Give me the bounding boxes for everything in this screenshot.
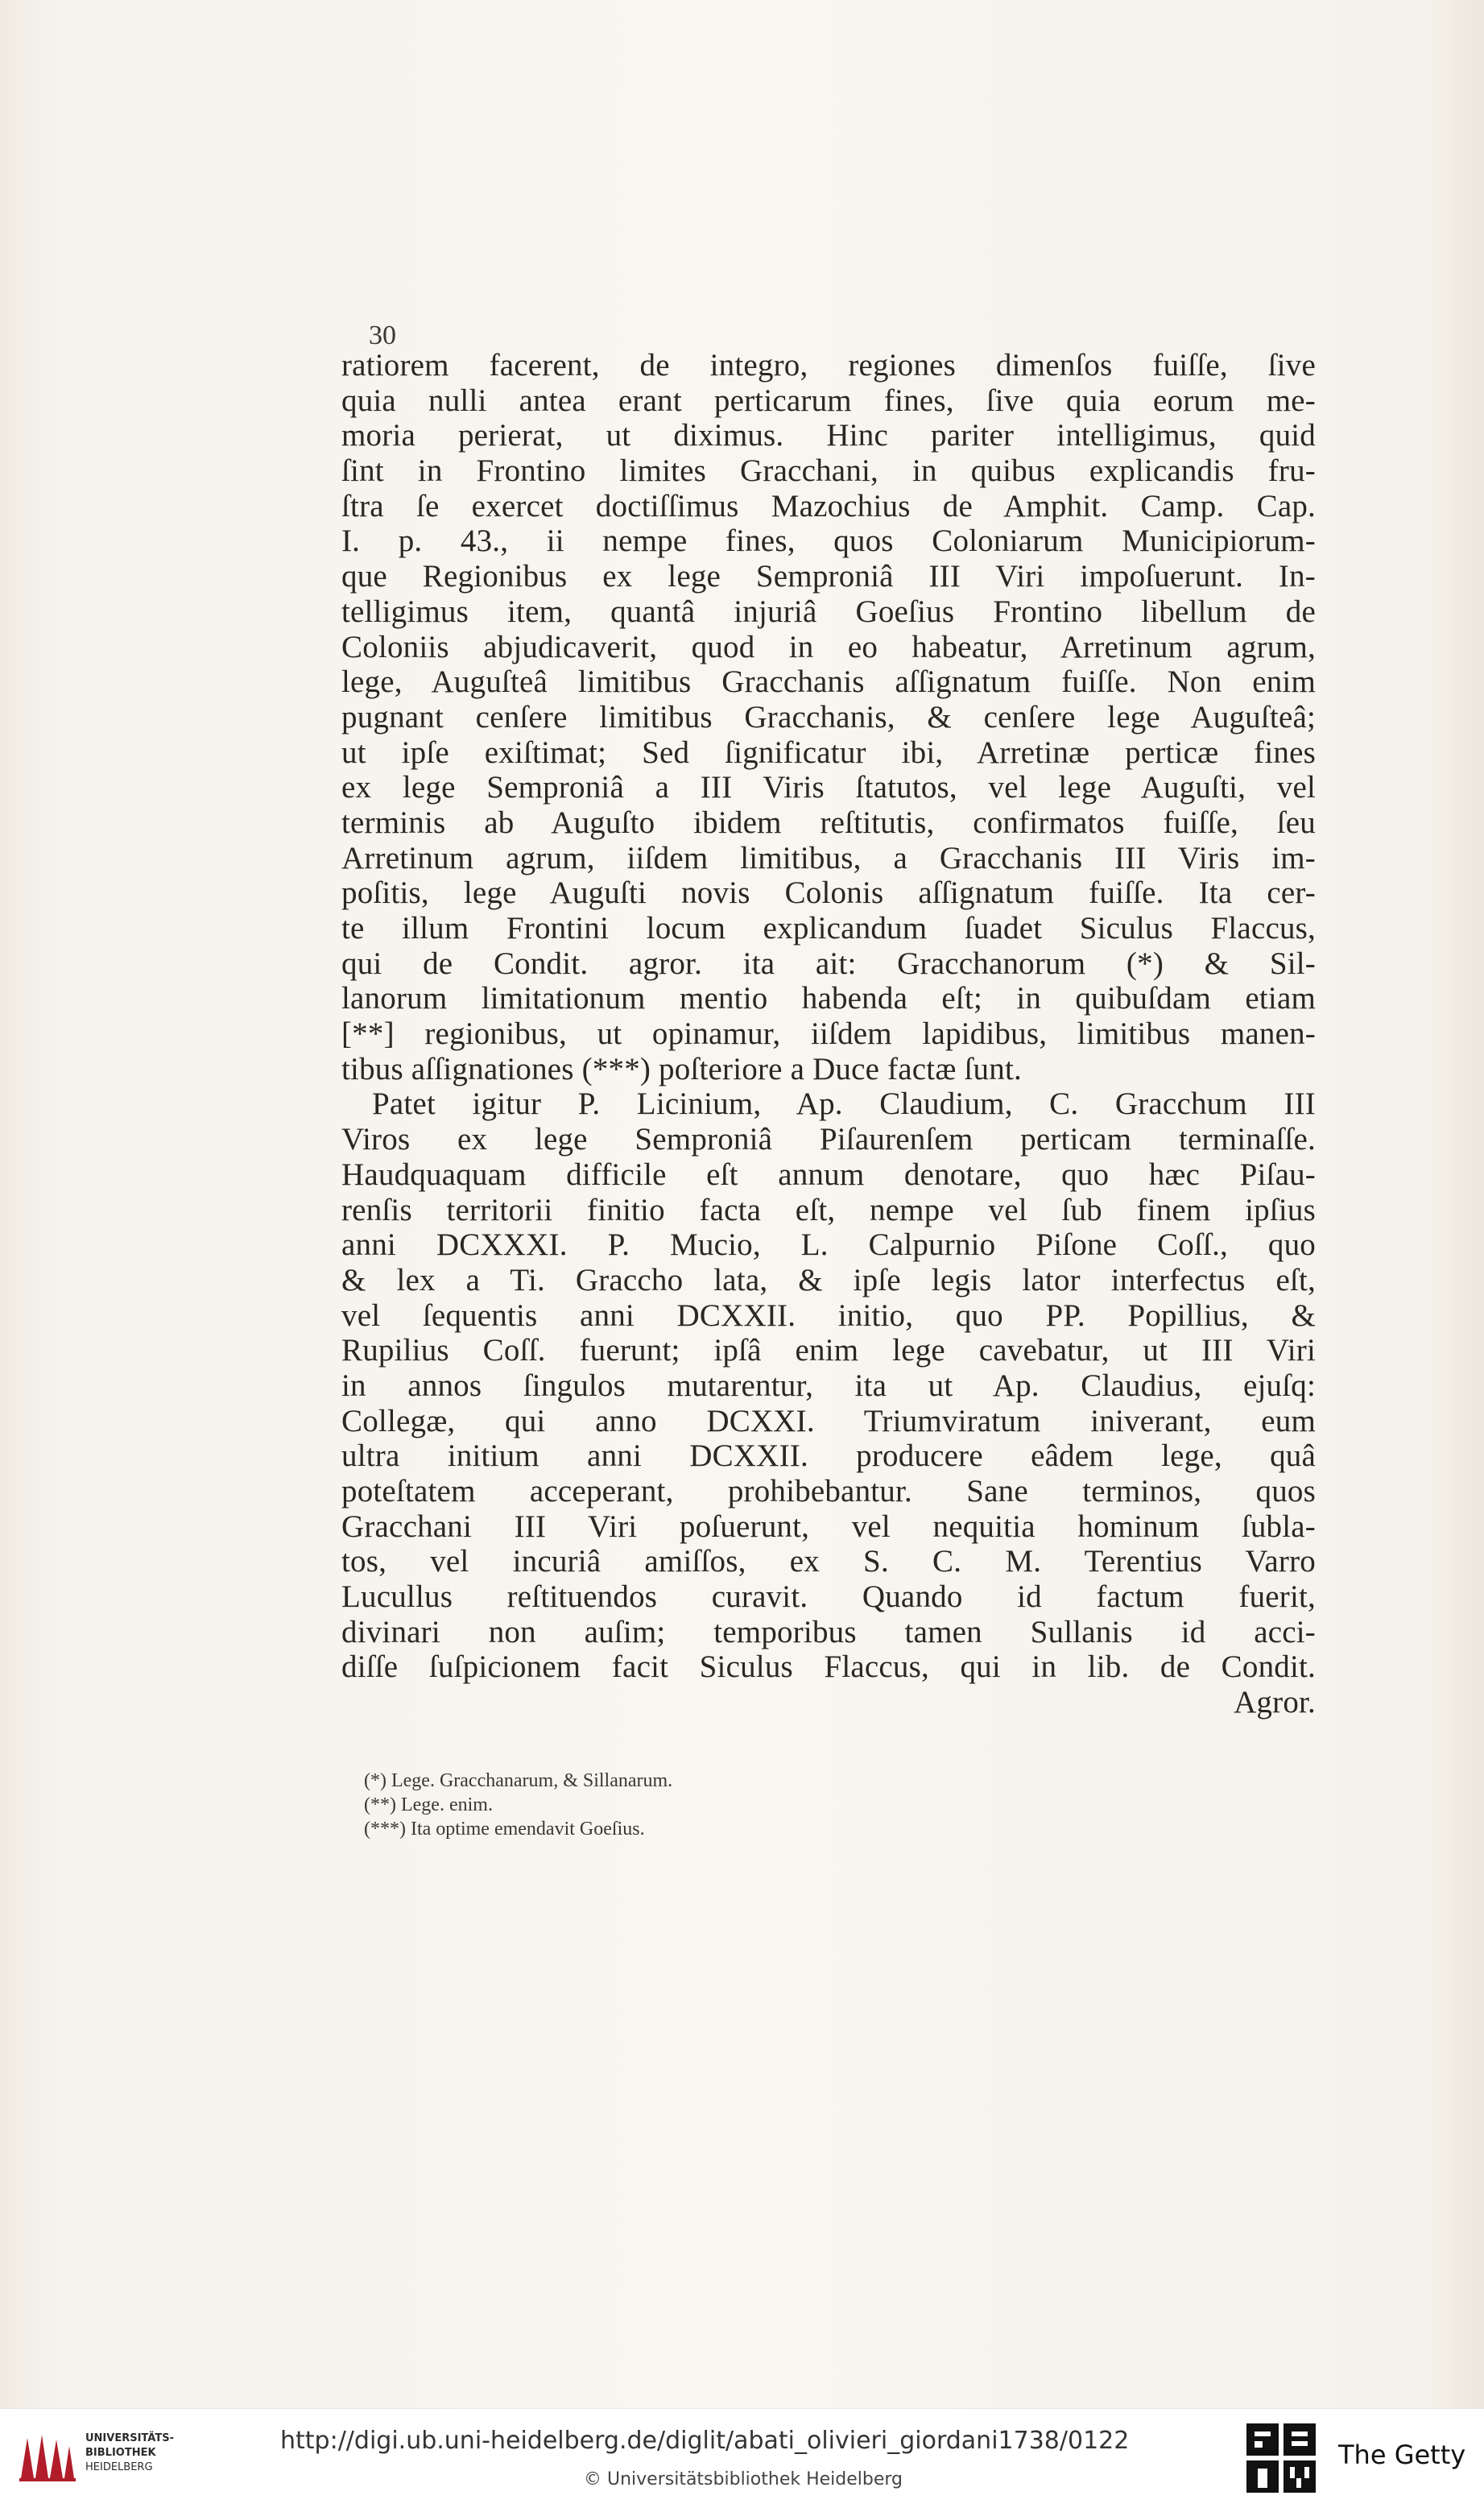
copyright-notice: © Universitätsbibliothek Heidelberg: [584, 2469, 903, 2489]
text-line: divinari non auſim; temporibus tamen Sullanis id acci-: [341, 1614, 1316, 1649]
text-line: moria perierat, ut diximus. Hinc pariter intelligimus, quid: [341, 418, 1316, 453]
text-line: tos, vel incuriâ amiſſos, ex S. C. M. Terentius Varro: [341, 1544, 1316, 1579]
text-line: Rupilius Coſſ. fuerunt; ipſâ enim lege cavebatur, ut III Viri: [341, 1333, 1316, 1368]
text-line: ſint in Frontino limites Gracchani, in quibus explicandis fru-: [341, 453, 1316, 489]
text-line: [**] regionibus, ut opinamur, iiſdem lapidibus, limitibus manen-: [341, 1016, 1316, 1052]
text-line: Coloniis abjudicaverit, quod in eo habeatur, Arretinum agrum,: [341, 629, 1316, 664]
library-name-line: UNIVERSITÄTS-: [85, 2432, 174, 2444]
text-line: vel ſequentis anni DCXXII. initio, quo PP. Popillius, &: [341, 1297, 1316, 1333]
text-line: ex lege Semproniâ a III Viris ſtatutos, vel lege Auguſti, vel: [341, 770, 1316, 805]
text-line: poteſtatem acceperant, prohibebantur. Sane terminos, quos: [341, 1474, 1316, 1509]
text-line: qui de Condit. agror. ita ait: Gracchanorum (*) & Sil-: [341, 946, 1316, 981]
text-line: in annos ſingulos mutarentur, ita ut Ap. Claudius, ejuſq:: [341, 1368, 1316, 1403]
text-line: ultra initium anni DCXXII. producere eâdem lege, quâ: [341, 1438, 1316, 1474]
library-name-line: BIBLIOTHEK: [85, 2447, 156, 2459]
library-name: [85, 2431, 174, 2475]
heidelberg-seal-icon: [16, 2430, 79, 2485]
library-name-line: HEIDELBERG: [85, 2461, 153, 2473]
text-line: Arretinum agrum, iiſdem limitibus, a Gracchanis III Viris im-: [341, 840, 1316, 875]
text-line: diſſe ſuſpicionem facit Siculus Flaccus, qui in lib. de Condit.: [341, 1649, 1316, 1685]
footnote: (*) Lege. Gracchanarum, & Sillanarum.: [364, 1770, 673, 1791]
library-logo[interactable]: [16, 2425, 209, 2489]
text-line: terminis ab Auguſto ibidem reſtitutis, confirmatos fuiſſe, ſeu: [341, 805, 1316, 840]
text-line: Haudquaquam difficile eſt annum denotare, quo hæc Piſau-: [341, 1157, 1316, 1192]
getty-label: The Getty: [1338, 2440, 1466, 2470]
footnote: (***) Ita optime emendavit Goeſius.: [364, 1819, 645, 1840]
text-line: anni DCXXXI. P. Mucio, L. Calpurnio Piſone Coſſ., quo: [341, 1227, 1316, 1263]
text-line: telligimus item, quantâ injuriâ Goeſius Frontino libellum de: [341, 594, 1316, 629]
getty-logo-icon[interactable]: [1243, 2419, 1324, 2499]
text-line: renſis territorii finitio facta eſt, nempe vel ſub finem ipſius: [341, 1192, 1316, 1227]
text-line: que Regionibus ex lege Semproniâ III Viri impoſuerunt. In-: [341, 559, 1316, 594]
permalink-url[interactable]: http://digi.ub.uni-heidelberg.de/diglit/abati_olivieri_giordani1738/0122: [280, 2427, 1130, 2455]
text-line: Lucullus reſtituendos curavit. Quando id factum fuerit,: [341, 1579, 1316, 1615]
footnotes: [364, 1769, 928, 1841]
viewer-footer: [0, 2408, 1484, 2508]
text-line: quia nulli antea erant perticarum fines, ſive quia eorum me-: [341, 383, 1316, 418]
page-number: 30: [369, 321, 396, 350]
footnote: (**) Lege. enim.: [364, 1794, 493, 1815]
text-line: ratiorem facerent, de integro, regiones dimenſos fuiſſe, ſive: [341, 348, 1316, 383]
text-line: Gracchani III Viri poſuerunt, vel nequitia hominum ſubla-: [341, 1509, 1316, 1544]
body-text: [341, 348, 1316, 1720]
text-line: ſtra ſe exercet doctiſſimus Mazochius de Amphit. Camp. Cap.: [341, 488, 1316, 524]
text-line: & lex a Ti. Graccho lata, & ipſe legis lator interfectus eſt,: [341, 1262, 1316, 1297]
text-line: poſitis, lege Auguſti novis Colonis aſſignatum fuiſſe. Ita cer-: [341, 875, 1316, 911]
text-line: pugnant cenſere limitibus Gracchanis, & cenſere lege Auguſteâ;: [341, 699, 1316, 735]
text-line: lanorum limitationum mentio habenda eſt; in quibuſdam etiam: [341, 981, 1316, 1016]
text-line: Patet igitur P. Licinium, Ap. Claudium, C. Gracchum III: [372, 1086, 1316, 1122]
text-line: Agror.: [1234, 1685, 1316, 1720]
text-line: Viros ex lege Semproniâ Piſaurenſem perticam terminaſſe.: [341, 1122, 1316, 1157]
text-line: lege, Auguſteâ limitibus Gracchanis aſſignatum fuiſſe. Non enim: [341, 664, 1316, 700]
text-line: I. p. 43., ii nempe fines, quos Coloniarum Municipiorum-: [341, 524, 1316, 559]
text-line: te illum Frontini locum explicandum ſuadet Siculus Flaccus,: [341, 911, 1316, 946]
text-line: ut ipſe exiſtimat; Sed ſignificatur ibi, Arretinæ perticæ fines: [341, 735, 1316, 770]
text-line: tibus aſſignationes (***) poſteriore a Duce factæ ſunt.: [341, 1051, 1022, 1086]
text-line: Collegæ, qui anno DCXXI. Triumviratum iniverant, eum: [341, 1403, 1316, 1438]
